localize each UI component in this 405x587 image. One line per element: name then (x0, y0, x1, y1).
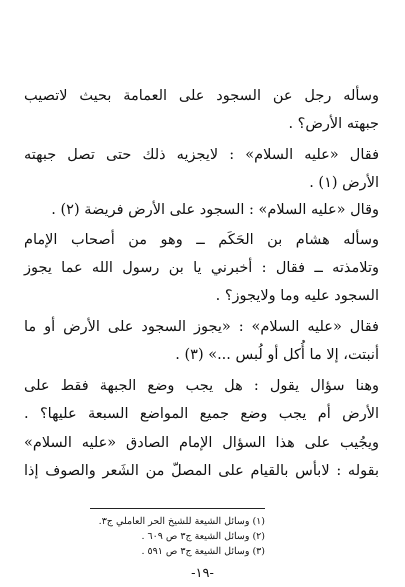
body-line-13: ويجُيب على هذا السؤال الإمام الصادق «عليه السلام» (24, 435, 379, 451)
page-number: -١٩- (191, 566, 214, 581)
body-line-10: أنبتت، إلا ما أُكل أو لُبس ...» (٣) . (175, 347, 379, 363)
body-line-4: الأرض (١) . (309, 175, 379, 191)
body-line-9: فقال «عليه السلام» : «يجوز السجود على الأرض أو ما (24, 319, 379, 335)
body-line-7: وتلامذته ــ فقال : أخبرني يا بن رسول الله عما يجوز (24, 260, 379, 276)
footnote-divider (90, 508, 265, 509)
footnote-1: (١) وسائل الشيعة للشيخ الحر العاملي ج٣. (98, 516, 265, 527)
footnote-3: (٣) وسائل الشيعة ج٣ ص ٥٩١ . (141, 546, 265, 557)
footnote-2: (٢) وسائل الشيعة ج٣ ص ٦٠٩ . (141, 531, 265, 542)
body-line-11: وهنا سؤال يقول : هل يجب وضع الجبهة فقط على (24, 378, 379, 394)
body-line-5: وقال «عليه السلام» : السجود على الأرض فريضة (٢) . (51, 202, 379, 218)
body-line-6: وسأله هشام بن الحَكَم ــ وهو من أصحاب الإمام (24, 232, 379, 248)
body-line-3: فقال «عليه السلام» : لايجزيه ذلك حتى تصل جبهته (24, 147, 379, 163)
body-line-14: بقوله : لابأس بالقيام على المصلّ من الشَعر والصوف إذا (24, 463, 379, 479)
body-line-2: جبهته الأرض؟ . (288, 116, 379, 132)
body-line-12: الأرض أم يجب وضع جميع المواضع السبعة عليها؟ . (24, 406, 379, 422)
body-line-8: السجود عليه وما ولايجوز؟ . (215, 288, 379, 304)
body-line-1: وسأله رجل عن السجود على العمامة بحيث لاتصيب (24, 88, 379, 104)
